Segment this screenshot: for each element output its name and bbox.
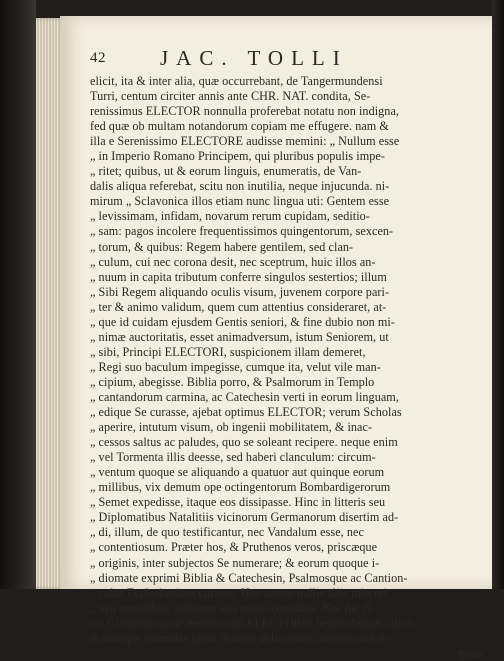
- text-line: grata:: [457, 645, 486, 660]
- text-line: „ sam: pagos incolere frequentissimos quingentorum, sexcen-: [90, 224, 394, 239]
- binding-gutter: [0, 0, 36, 589]
- text-line: „ nisi gentilibus, nullaque alia nosse connubia. Nec hic fi-: [90, 600, 375, 615]
- text-line: „ cipium, abegisse. Biblia porro, & Psalmorum in Templo: [90, 374, 375, 389]
- text-line: „ Sibi Regem aliquando oculis visum, juvenem corpore pari-: [90, 284, 390, 299]
- text-line: „ torum, & quibus: Regem habere gentilem, sed clan-: [90, 239, 354, 254]
- text-line: Turri, centum circiter annis ante CHR. NAT. condita, Se-: [90, 89, 371, 104]
- text-line: „ nuum in capita tributum conferre singulos sestertios; illum: [90, 269, 387, 284]
- text-line: „ levissimam, infidam, novarum rerum cupidam, seditio-: [90, 209, 370, 224]
- text-line: „ edique Se curasse, ajebat optimus ELECTOR; verum Scholas: [90, 405, 402, 420]
- text-line: „ Regi suo baculum impegisse, cumque ita, velut vile man-: [90, 359, 381, 374]
- text-line: „ millibus, vix demum ope octingentorum Bombardigerorum: [90, 480, 391, 495]
- text-line: „ aperire, intutum visum, ob ingenii mobilitatem, & inac-: [90, 420, 373, 435]
- text-line: „ Semet expedisse, itaque eos dissipasse. Hinc in litteris seu: [90, 495, 386, 510]
- text-line: „ Diplomatibus Natalitiis vicinorum Germanorum disertim ad-: [90, 510, 399, 525]
- text-line: mirum „ Sclavonica illos etiam nunc lingua uti: Gentem esse: [90, 194, 390, 209]
- text-line: fed quæ ob multam notandorum copiam me effugere. nam &: [90, 119, 389, 134]
- text-line: „ ter & animo validum, quem cum attentius consideraret, at-: [90, 299, 387, 314]
- text-line: „ cessos saltus ac paludes, quo se soleant recipere. neque enim: [90, 435, 398, 450]
- text-line: di namque nonnulla jussit Naturæ deliciarum curiosis non in-: [90, 630, 392, 645]
- text-line: renissimus ELECTOR nonnulla proferebat notatu non indigna,: [90, 104, 400, 119]
- text-line: „ di, illum, de quo testificantur, nec Vandalum esse, nec: [90, 525, 364, 540]
- text-line: elicit, ita & inter alia, quæ occurrebant, de Tangermundensi: [90, 74, 383, 88]
- text-line: „ culas Ecclesiasticas curasse. Hos autem nullis aliis misceri,: [90, 585, 391, 600]
- text-line: „ ritet; quibus, ut & eorum linguis, enumeratis, de Van-: [90, 164, 362, 179]
- text-line: „ in Imperio Romano Principem, qui pluribus populis impe-: [90, 149, 385, 164]
- book-page: [60, 16, 492, 660]
- text-line: „ diomate exprimi Biblia & Catechesin, Psalmosque ac Cantion-: [90, 570, 408, 585]
- text-line: „ nimæ auctoritatis, esset animadversum, istum Seniorem, ut: [90, 329, 389, 344]
- text-line: „ ventum quoque se aliquando a quatuor aut quinque eorum: [90, 465, 385, 480]
- text-line: „ originis, inter subjectos Se numerare; & eorum quoque i-: [90, 555, 380, 570]
- text-line: illa e Serenissimo ELECTORE audisse memini: „ Nullum esse: [90, 134, 400, 149]
- book-edge: [492, 0, 504, 589]
- text-line: „ cantandorum carmina, ac Catechesin verti in eorum linguam,: [90, 389, 399, 404]
- body-text: [90, 74, 488, 661]
- text-line: dalis aliqua referebat, scitu non inutilia, neque injucunda. ni-: [90, 179, 390, 194]
- text-line: „ que id cuidam ejusdem Gentis seniori, & fine dubio non mi-: [90, 314, 395, 329]
- page-number: 42: [90, 50, 106, 66]
- running-head: JAC. TOLLI: [160, 46, 348, 70]
- page-header: [90, 46, 482, 72]
- text-line: „ culum, cui nec corona desit, nec sceptrum, huic illos an-: [90, 254, 376, 269]
- text-line: „ sibi, Principi ELECTORI, suspicionem illam demeret,: [90, 344, 366, 359]
- text-line: nis Clementissimæ Serenissimi ELECTORIS benevolentiæ. often-: [90, 615, 418, 630]
- text-line: „ vel Tormenta illis deesse, sed haberi clanculum: circum-: [90, 450, 376, 465]
- text-line: „ contentiosum. Præter hos, & Pruthenos veros, priscæque: [90, 540, 378, 555]
